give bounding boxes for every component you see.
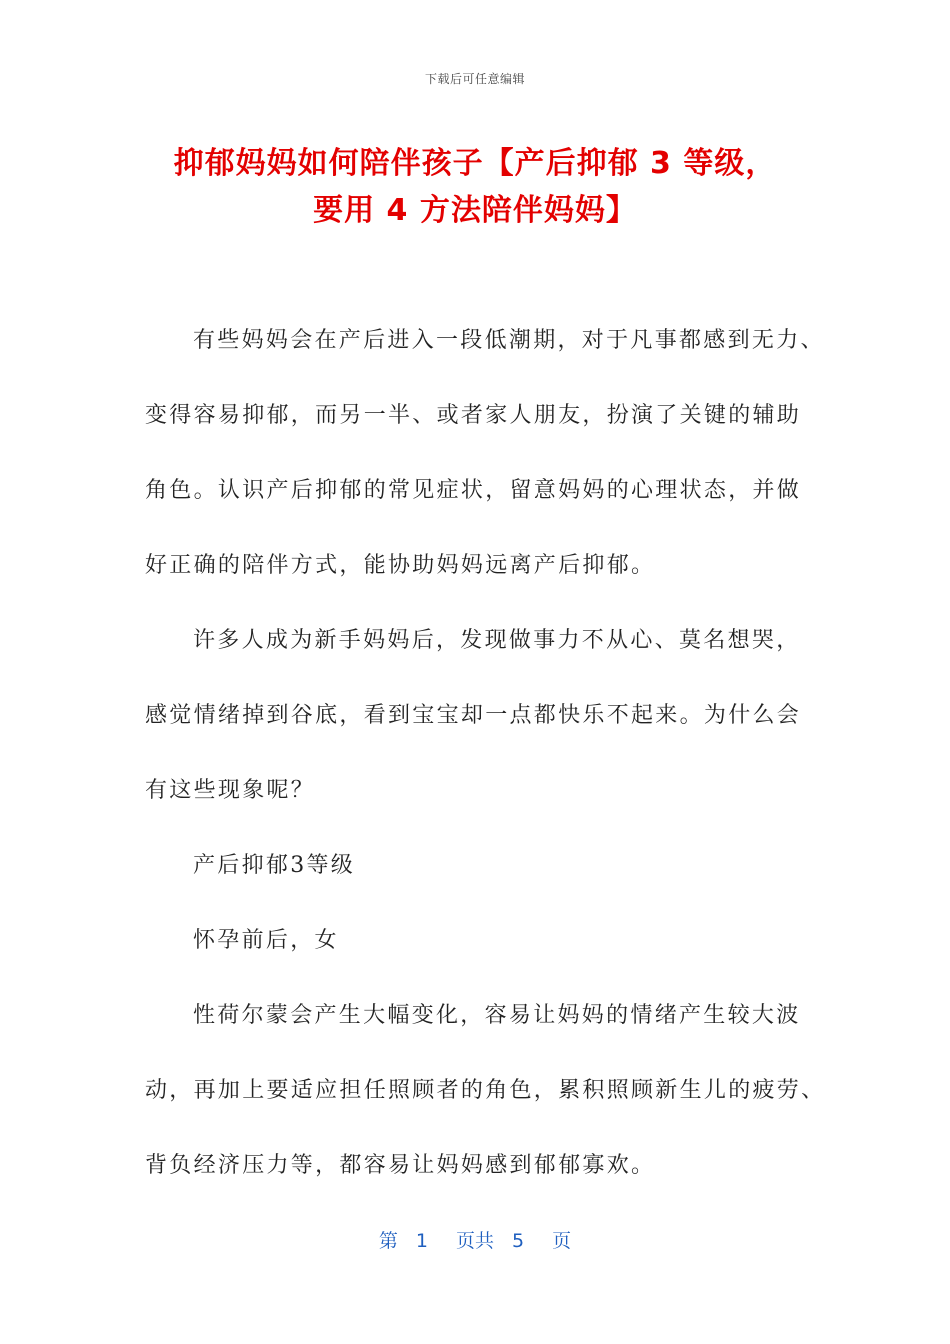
- paragraph-line: 好正确的陪伴方式，能协助妈妈远离产后抑郁。: [145, 553, 656, 578]
- paragraph-line: 角色。认识产后抑郁的常见症状，留意妈妈的心理状态，并做: [145, 478, 802, 503]
- footer-page-suffix: 页: [552, 1230, 572, 1252]
- paragraph-line: 性荷尔蒙会产生大幅变化，容易让妈妈的情绪产生较大波: [193, 1003, 801, 1028]
- paragraph-line: 有些妈妈会在产后进入一段低潮期，对于凡事都感到无力、: [193, 328, 825, 353]
- page-footer: [0, 1226, 950, 1253]
- paragraph-line: 变得容易抑郁，而另一半、或者家人朋友，扮演了关键的辅助: [145, 403, 802, 428]
- paragraph-line: 怀孕前后，女: [193, 928, 339, 953]
- paragraph-line: 背负经济压力等，都容易让妈妈感到郁郁寡欢。: [145, 1153, 656, 1178]
- footer-page-mid: 页共: [455, 1230, 494, 1252]
- document-title: [120, 140, 830, 234]
- document-body: [145, 321, 826, 1221]
- section-heading: 产后抑郁3等级: [193, 853, 356, 878]
- title-line-2: 要用 4 方法陪伴妈妈】: [313, 193, 637, 228]
- paragraph-line: 感觉情绪掉到谷底，看到宝宝却一点都快乐不起来。为什么会: [145, 703, 802, 728]
- footer-total-pages: 5: [512, 1230, 525, 1252]
- title-line-1: 抑郁妈妈如何陪伴孩子【产后抑郁 3 等级，: [173, 146, 777, 181]
- paragraph-line: 有这些现象呢？: [145, 778, 316, 803]
- header-note: 下载后可任意编辑: [424, 72, 525, 86]
- paragraph-line: 许多人成为新手妈妈后，发现做事力不从心、莫名想哭，: [193, 628, 801, 653]
- footer-page-prefix: 第: [378, 1230, 398, 1252]
- footer-current-page: 1: [415, 1230, 428, 1252]
- paragraph-line: 动，再加上要适应担任照顾者的角色，累积照顾新生儿的疲劳、: [145, 1078, 826, 1103]
